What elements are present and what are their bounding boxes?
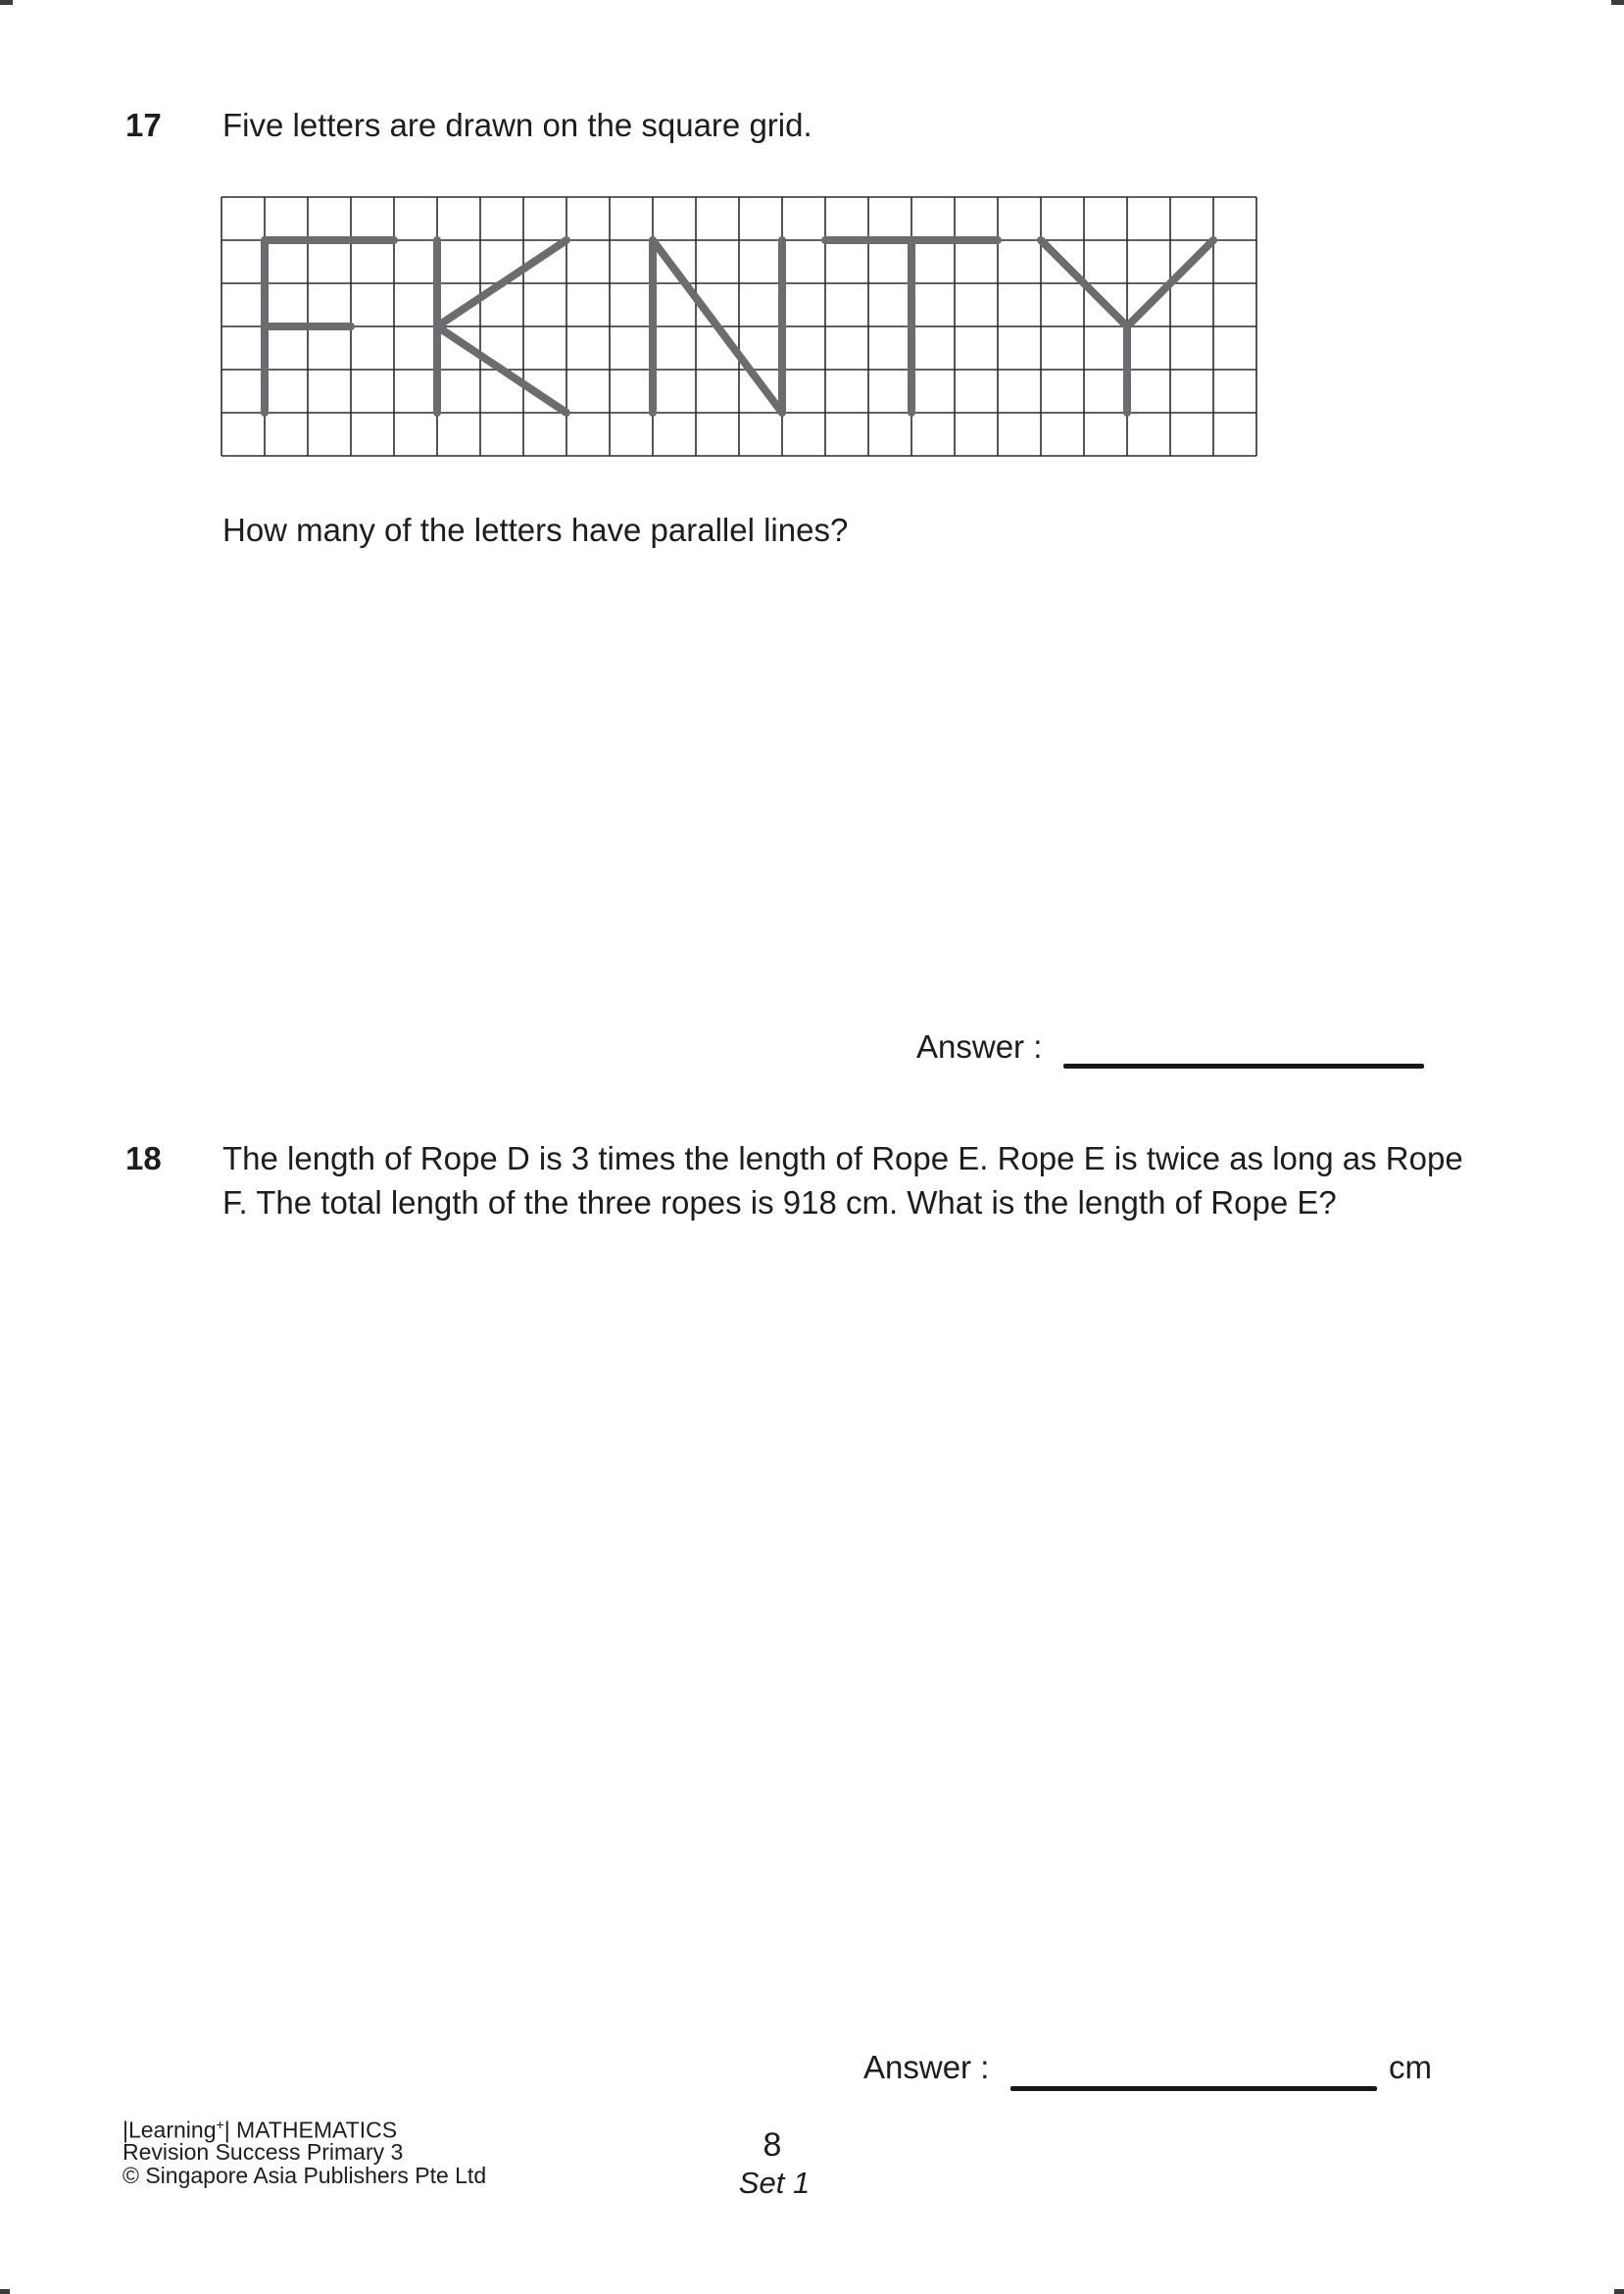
answer-18-blank-line	[1010, 2086, 1377, 2091]
answer-17-blank-line	[1063, 1064, 1424, 1069]
answer-18-unit: cm	[1389, 2049, 1432, 2085]
letter-grid-figure	[221, 197, 1256, 456]
question-17-prompt: Five letters are drawn on the square grid.	[222, 107, 812, 143]
question-17-number: 17	[125, 107, 162, 143]
question-17-question: How many of the letters have parallel lines?	[222, 512, 849, 548]
scan-corner-mark	[1614, 2289, 1624, 2294]
question-18-number: 18	[125, 1140, 162, 1176]
footer-brand-post: | MATHEMATICS	[223, 2117, 398, 2143]
footer-copyright: © Singapore Asia Publishers Pte Ltd	[123, 2163, 487, 2188]
letter-grid-svg	[221, 197, 1256, 456]
footer-brand-pre: |Learning	[123, 2117, 217, 2143]
scan-corner-mark	[1611, 0, 1624, 5]
footer-brand-sup: +	[216, 2117, 224, 2132]
scan-corner-mark	[0, 2289, 10, 2294]
footer-series: Revision Success Primary 3	[123, 2139, 404, 2165]
page-number: 8	[763, 2126, 782, 2164]
answer-17-label: Answer :	[916, 1028, 1043, 1065]
scan-corner-mark	[0, 0, 13, 5]
question-18-prompt: The length of Rope D is 3 times the length of Rope E. Rope E is twice as long as Rope F. The total length of the three ropes is 918 cm. What is the length of Rope E?	[222, 1140, 1463, 1221]
answer-18-label: Answer :	[863, 2049, 990, 2085]
set-label: Set 1	[738, 2166, 811, 2200]
